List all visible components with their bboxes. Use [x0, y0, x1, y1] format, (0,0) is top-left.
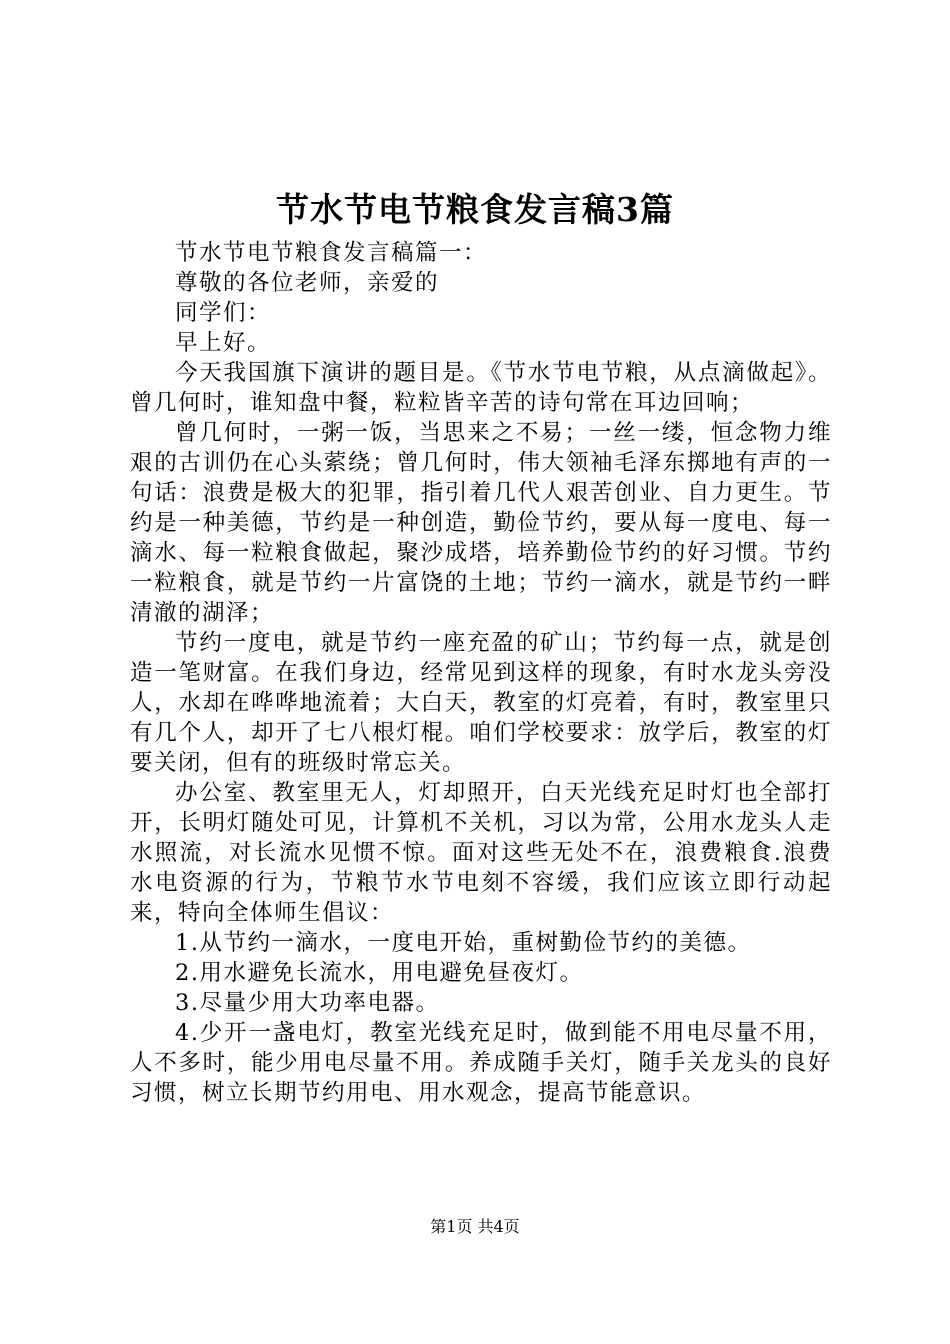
- list-item: 1.从节约一滴水，一度电开始，重树勤俭节约的美德。: [175, 930, 752, 956]
- page-footer: 第1页 共4页: [430, 1217, 520, 1236]
- paragraph: 同学们：: [175, 300, 272, 326]
- list-item: 3.尽量少用大功率电器。: [175, 990, 440, 1016]
- document-body: [130, 238, 832, 1108]
- paragraph: 曾几何时，一粥一饭，当思来之不易；一丝一缕，恒念物力维艰的古训仍在心头萦绕；曾几何时，伟大领袖毛泽东掷地有声的一句话：浪费是极大的犯罪，指引着几代人艰苦创业、自力更生。节约是一种美德，节约是一种创造，勤俭节约，要从每一度电、每一滴水、每一粒粮食做起，聚沙成塔，培养勤俭节约的好习惯。节约一粒粮食，就是节约一片富饶的土地；节约一滴水，就是节约一畔清澈的湖泽；: [130, 420, 832, 626]
- document-title: 节水节电节粮食发言稿3篇: [276, 190, 674, 229]
- paragraph: 尊敬的各位老师，亲爱的: [175, 270, 440, 296]
- list-item: 2.用水避免长流水，用电避免昼夜灯。: [175, 960, 584, 986]
- paragraph: 节水节电节粮食发言稿篇一：: [175, 240, 488, 266]
- list-item: 4.少开一盏电灯，教室光线充足时，做到能不用电尽量不用，人不多时，能少用电尽量不用。养成随手关灯，随手关龙头的良好习惯，树立长期节约用电、用水观念，提高节能意识。: [130, 1020, 832, 1106]
- paragraph: 节约一度电，就是节约一座充盈的矿山；节约每一点，就是创造一笔财富。在我们身边，经常见到这样的现象，有时水龙头旁没人，水却在哗哗地流着；大白天，教室的灯亮着，有时，教室里只有几个人，却开了七八根灯棍。咱们学校要求：放学后，教室的灯要关闭，但有的班级时常忘关。: [130, 630, 832, 776]
- paragraph: 今天我国旗下演讲的题目是。《节水节电节粮，从点滴做起》。曾几何时，谁知盘中餐，粒粒皆辛苦的诗句常在耳边回响；: [130, 360, 832, 416]
- paragraph: 办公室、教室里无人，灯却照开，白天光线充足时灯也全部打开，长明灯随处可见，计算机不关机，习以为常，公用水龙头人走水照流，对长流水见惯不惊。面对这些无处不在，浪费粮食.浪费水电资源的行为，节粮节水节电刻不容缓，我们应该立即行动起来，特向全体师生倡议：: [130, 780, 832, 926]
- paragraph: 早上好。: [175, 330, 272, 356]
